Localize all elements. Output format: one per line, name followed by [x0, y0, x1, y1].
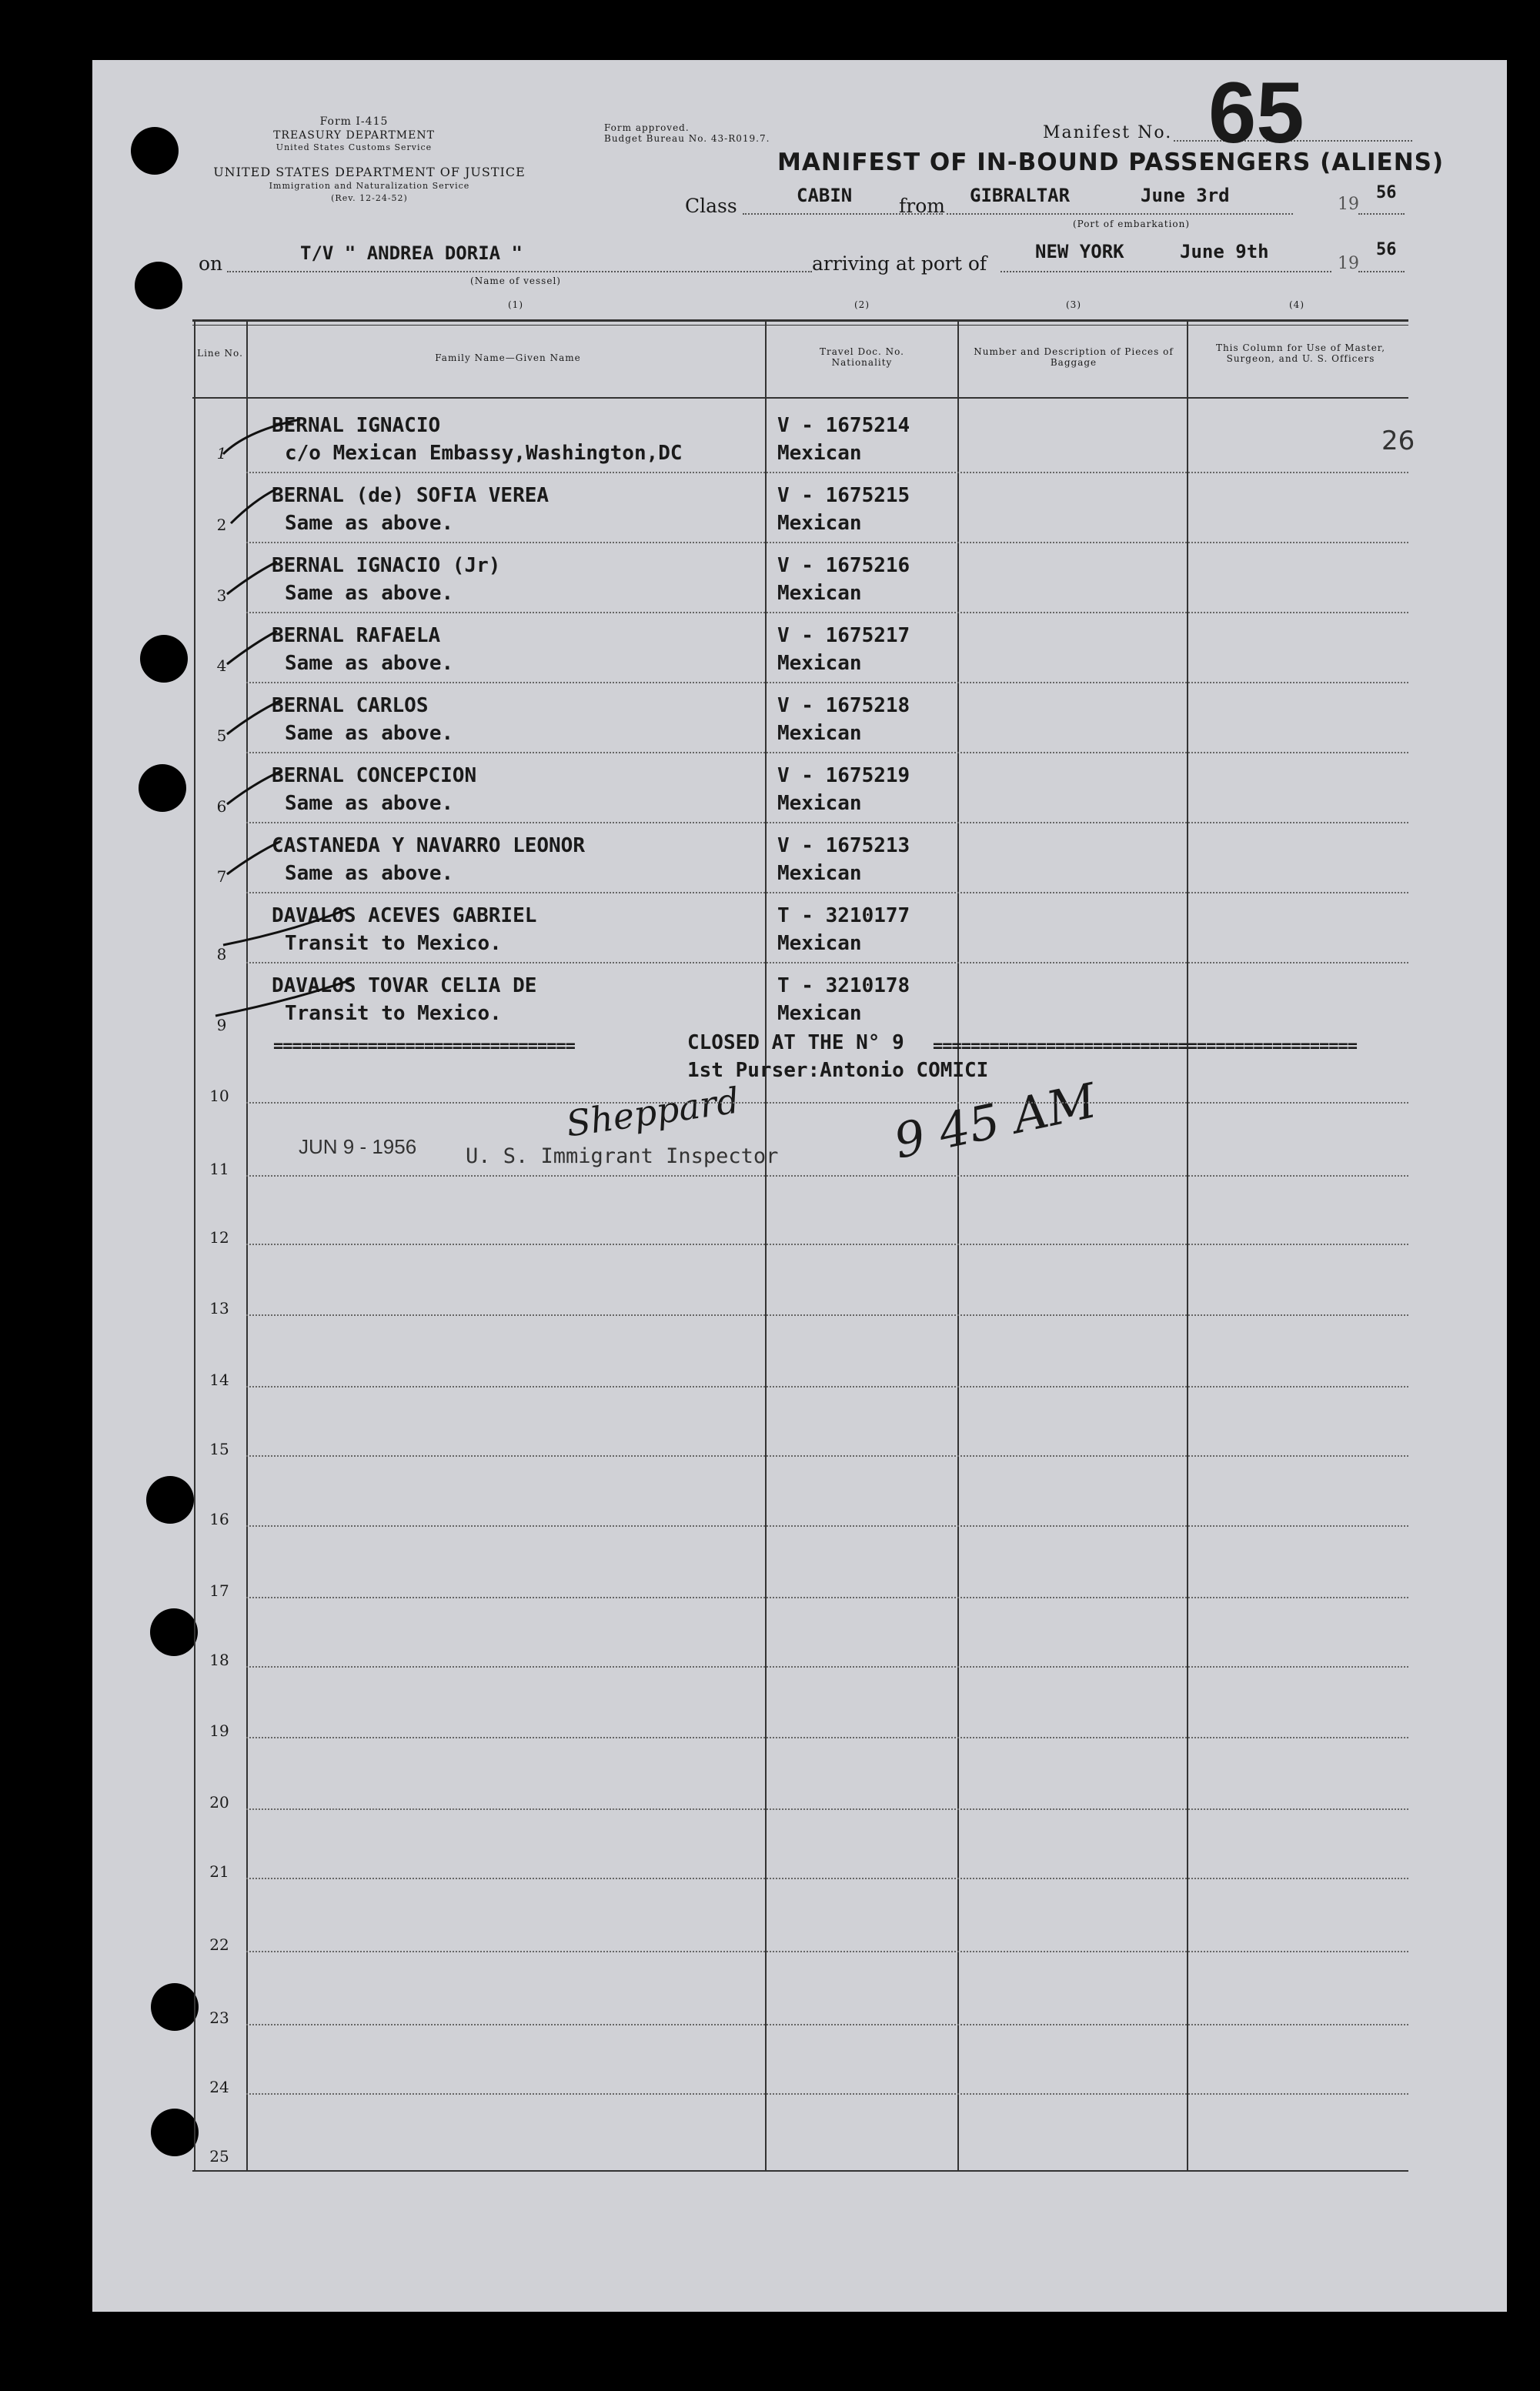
col-num-2: (2)	[854, 299, 870, 310]
passenger-name: BERNAL RAFAELA	[272, 624, 441, 647]
row-rule	[246, 1386, 1408, 1388]
check-mark	[227, 771, 281, 804]
row-rule	[246, 1455, 1408, 1457]
line-number: 16	[209, 1510, 229, 1528]
passenger-address: Same as above.	[285, 512, 454, 535]
row-rule	[246, 1878, 1408, 1879]
binder-hole	[140, 635, 188, 683]
class-value: CABIN	[797, 185, 853, 206]
page-title: MANIFEST OF IN-BOUND PASSENGERS (ALIENS)	[777, 149, 1445, 176]
header-line-no: Line No.	[197, 348, 243, 359]
manifest-number: 65	[1208, 65, 1304, 161]
passenger-address: Transit to Mexico.	[285, 1002, 502, 1025]
check-mark	[227, 841, 281, 874]
nationality: Mexican	[777, 652, 862, 675]
inspector-caption: U. S. Immigrant Inspector	[466, 1144, 779, 1168]
vessel-note: (Name of vessel)	[470, 275, 561, 286]
check-mark	[227, 700, 281, 734]
passenger-name: BERNAL (de) SOFIA VEREA	[272, 484, 550, 507]
justice-dept: UNITED STATES DEPARTMENT OF JUSTICE	[213, 165, 526, 179]
line-number: 20	[209, 1793, 229, 1812]
closed-dashes-right: =============================================	[933, 1037, 1358, 1056]
binder-hole	[139, 764, 186, 812]
passenger-address: Transit to Mexico.	[285, 932, 502, 955]
travel-doc: V - 1675217	[777, 624, 910, 647]
row-rule	[246, 1244, 1408, 1245]
travel-doc: V - 1675219	[777, 764, 910, 787]
col-num-4: (4)	[1289, 299, 1304, 310]
from-date: June 3rd	[1141, 185, 1230, 206]
binder-hole	[150, 1608, 198, 1656]
line-number: 25	[209, 2147, 229, 2166]
date-stamp: JUN 9 - 1956	[299, 1135, 417, 1158]
row-rule	[246, 1597, 1408, 1598]
travel-doc: T - 3210177	[777, 904, 910, 927]
nationality: Mexican	[777, 722, 862, 745]
from-year: 56	[1376, 183, 1397, 202]
passenger-address: Same as above.	[285, 722, 454, 745]
row-rule	[246, 1951, 1408, 1952]
table-top-rule-2	[192, 325, 1408, 326]
table-left-rule	[194, 319, 195, 2172]
travel-doc: V - 1675218	[777, 694, 910, 717]
check-mark	[223, 419, 300, 454]
table-bottom-rule	[192, 2170, 1408, 2172]
header-travel-doc: Travel Doc. No. Nationality	[820, 346, 904, 368]
check-mark	[227, 562, 277, 594]
travel-doc: V - 1675216	[777, 554, 910, 577]
row-rule	[246, 1314, 1408, 1316]
vessel-name: T/V " ANDREA DORIA "	[300, 242, 523, 264]
line-number: 11	[209, 1160, 229, 1178]
binder-hole	[151, 1983, 199, 2031]
passenger-name: BERNAL IGNACIO	[272, 414, 441, 437]
form-number: Form I-415	[319, 115, 389, 128]
row-rule	[246, 542, 1408, 543]
line-number: 9	[216, 1016, 227, 1034]
treasury-dept: TREASURY DEPARTMENT	[273, 129, 435, 142]
ins-service: Immigration and Naturalization Service	[269, 181, 470, 191]
arrival-time-note: 9 45 AM	[889, 1072, 1101, 1170]
nationality: Mexican	[777, 442, 862, 465]
closed-text: CLOSED AT THE N° 9	[687, 1031, 904, 1054]
row-rule	[246, 682, 1408, 683]
row-rule	[246, 472, 1408, 473]
line-number: 8	[216, 945, 227, 963]
passenger-name: DAVALOS ACEVES GABRIEL	[272, 904, 537, 927]
checkmarks-overlay	[200, 400, 354, 1047]
nationality: Mexican	[777, 862, 862, 885]
passenger-name: BERNAL CARLOS	[272, 694, 429, 717]
line-number: 18	[209, 1651, 229, 1669]
year-line-2	[1358, 271, 1405, 272]
table-top-rule	[192, 319, 1408, 322]
line-number: 23	[209, 2009, 229, 2027]
col-num-1: (1)	[508, 299, 523, 310]
line-number: 12	[209, 1228, 229, 1247]
row-rule	[246, 2093, 1408, 2095]
line-number: 2	[216, 516, 227, 534]
travel-doc: V - 1675214	[777, 414, 910, 437]
from-label: from	[899, 195, 945, 217]
header-officers: This Column for Use of Master, Surgeon, and U. S. Officers	[1215, 342, 1386, 364]
vessel-line	[227, 271, 812, 272]
from-line	[947, 213, 1293, 215]
check-mark	[227, 631, 277, 664]
travel-doc: V - 1675215	[777, 484, 910, 507]
row-rule	[246, 1666, 1408, 1668]
officer-annotation: 26	[1381, 426, 1415, 456]
passenger-address: Same as above.	[285, 862, 454, 885]
binder-hole	[146, 1476, 194, 1524]
header-baggage: Number and Description of Pieces of Baggage	[974, 346, 1174, 368]
row-rule	[246, 2024, 1408, 2025]
nationality: Mexican	[777, 932, 862, 955]
col-num-3: (3)	[1066, 299, 1081, 310]
binder-hole	[151, 2109, 199, 2156]
nationality: Mexican	[777, 512, 862, 535]
row-rule	[246, 1102, 1408, 1104]
line-number: 7	[216, 867, 227, 886]
inspector-signature: Sheppard	[563, 1079, 742, 1145]
row-rule	[246, 962, 1408, 963]
closed-dashes-left: ================================	[273, 1037, 575, 1056]
check-mark	[231, 489, 277, 523]
line-number: 5	[216, 726, 227, 745]
line-number: 14	[209, 1371, 229, 1389]
arrival-year: 56	[1376, 240, 1397, 259]
purser-line: 1st Purser:Antonio COMICI	[687, 1059, 989, 1082]
arrival-port: NEW YORK	[1035, 241, 1124, 262]
check-mark	[215, 979, 354, 1016]
row-rule	[246, 612, 1408, 613]
line-number: 17	[209, 1581, 229, 1600]
arrival-line	[1000, 271, 1331, 272]
travel-doc: T - 3210178	[777, 974, 910, 997]
line-number: 4	[216, 656, 227, 675]
line-number: 21	[209, 1862, 229, 1881]
line-number: 3	[216, 586, 227, 605]
row-rule	[246, 1737, 1408, 1738]
form-approved: Form approved.	[604, 122, 690, 133]
line-number: 15	[209, 1440, 229, 1458]
arriving-label: arriving at port of	[812, 252, 987, 275]
class-label: Class	[685, 195, 737, 217]
check-mark	[223, 910, 346, 945]
name-col-rule	[765, 319, 767, 2172]
passenger-address: Same as above.	[285, 792, 454, 815]
nationality: Mexican	[777, 1002, 862, 1025]
passenger-name: BERNAL IGNACIO (Jr)	[272, 554, 501, 577]
port-embark-note: (Port of embarkation)	[1072, 219, 1191, 229]
arrival-date: June 9th	[1180, 241, 1269, 262]
doc-col-rule	[957, 319, 959, 2172]
header-bottom-rule	[192, 397, 1408, 399]
revision-date: (Rev. 12-24-52)	[331, 193, 408, 203]
row-rule	[246, 1525, 1408, 1527]
budget-bureau: Budget Bureau No. 43-R019.7.	[604, 133, 770, 144]
year-prefix-2: 19	[1338, 254, 1359, 273]
manifest-no-label: Manifest No.	[1043, 123, 1173, 142]
line-number: 19	[209, 1721, 229, 1740]
line-number: 13	[209, 1299, 229, 1317]
row-rule	[246, 822, 1408, 823]
year-line-1	[1358, 213, 1405, 215]
passenger-address: c/o Mexican Embassy,Washington,DC	[285, 442, 683, 465]
binder-hole	[135, 262, 182, 309]
passenger-address: Same as above.	[285, 582, 454, 605]
passenger-name: DAVALOS TOVAR CELIA DE	[272, 974, 537, 997]
year-prefix-1: 19	[1338, 195, 1359, 214]
header-name: Family Name—Given Name	[435, 352, 581, 363]
line-number: 10	[209, 1087, 229, 1105]
travel-doc: V - 1675213	[777, 834, 910, 857]
passenger-name: BERNAL CONCEPCION	[272, 764, 477, 787]
baggage-col-rule	[1187, 319, 1188, 2172]
nationality: Mexican	[777, 582, 862, 605]
line-number: 6	[216, 797, 227, 816]
on-label: on	[199, 252, 223, 275]
customs-service: United States Customs Service	[276, 142, 433, 152]
row-rule	[246, 892, 1408, 893]
passenger-address: Same as above.	[285, 652, 454, 675]
binder-hole	[131, 127, 179, 175]
from-port: GIBRALTAR	[970, 185, 1071, 206]
line-number: 24	[209, 2078, 229, 2096]
passenger-name: CASTANEDA Y NAVARRO LEONOR	[272, 834, 585, 857]
line-number: 22	[209, 1935, 229, 1954]
row-rule	[246, 752, 1408, 753]
line-number: 1	[216, 444, 227, 463]
row-rule	[246, 1175, 1408, 1177]
row-rule	[246, 1808, 1408, 1810]
nationality: Mexican	[777, 792, 862, 815]
